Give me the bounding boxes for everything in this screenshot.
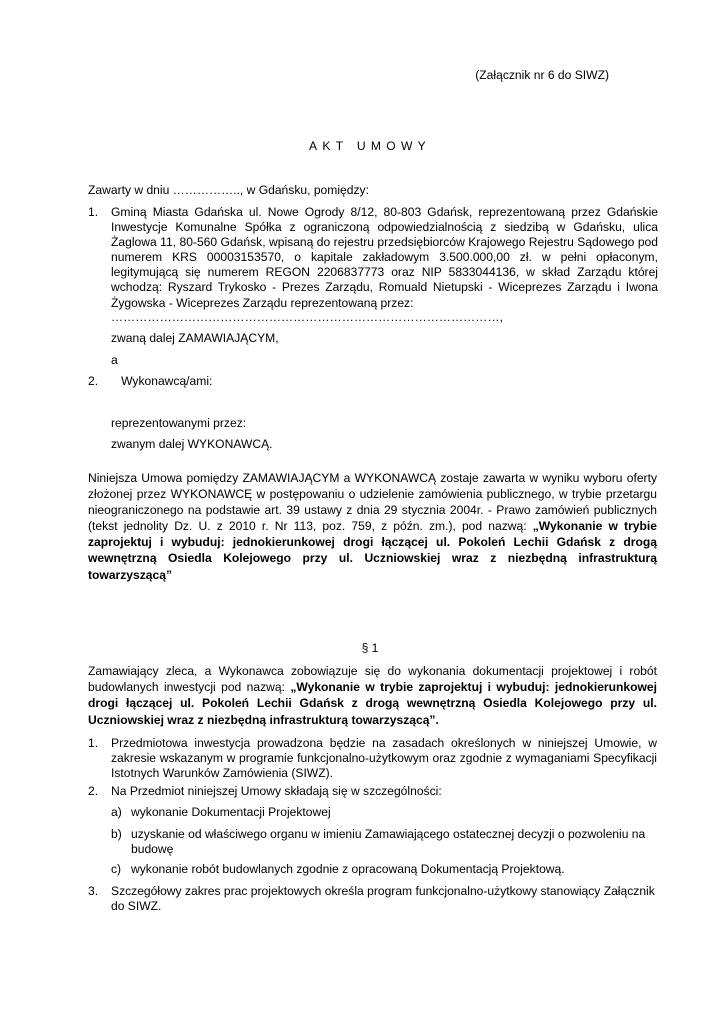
party-two-label: Wykonawcą/ami: [121,374,213,388]
sub-list-text: wykonanie Dokumentacji Projektowej [131,805,331,819]
list-item-text: Szczegółowy zakres prac projektowych określa program funkcjonalno-użytkowy stanowiący Załącznik do SIWZ. [111,884,655,914]
representative-placeholder: ……………………………………………………………………………………, [111,310,504,324]
wykonawca-designation: zwanym dalej WYKONAWCĄ. [111,437,273,451]
list-item [88,884,657,914]
attachment-note: (Załącznik nr 6 do SIWZ) [475,68,609,82]
party-one-text: Gminą Miasta Gdańska ul. Nowe Ogrody 8/12, 80-803 Gdańsk, reprezentowaną przez Gdańskie Inwestycje Komunalne Spółka z ograniczoną odpowiedzialnością z siedzibą w Gdańsku, ulica Żaglowa 11, 80-560 Gdańsk, wpisaną do rejestru przedsiębiorców Krajowego Rejestru Sądowego pod numerem KRS 00003153570, o kapitale zakładowym 3.500.000,00 zł. w pełni opłaconym, legitymującą się numerem REGON 2206837773 oraz NIP 5833044136, w skład Zarządu której wchodzą: Ryszard Trykosko - Prezes Zarządu, Romuald Nietupski - Wiceprezes Zarządu i Iwona Żygowska - Wiceprezes Zarządu reprezentowaną przez: [111,205,658,310]
party-two [88,374,212,389]
list-item-text: Na Przedmiot niniejszej Umowy składają się w szczególności: [111,784,442,798]
list-item-number: 2. [88,784,99,798]
sub-list-text: uzyskanie od właściwego organu w imieniu Zamawiającego ostatecznej decyzji o pozwoleniu na budowę [131,827,646,857]
sub-list-item [111,827,657,857]
sub-list-text: wykonanie robót budowlanych zgodnie z opracowaną Dokumentacją Projektową. [131,862,565,876]
party-two-number: 2. [88,374,99,388]
sub-list-letter: b) [111,827,122,841]
sub-list-letter: a) [111,805,122,819]
section-intro-text: Zamawiający zleca, a Wykonawca zobowiązuje się do wykonania dokumentacji projektowej i robót budowlanych inwestycji pod nazwą: [88,664,657,695]
represented-by: reprezentowanymi przez: [111,416,247,430]
section-intro-paragraph [88,663,657,728]
list-item [88,736,657,781]
preamble-paragraph [88,470,657,583]
contract-intro: Zawarty w dniu …………….., w Gdańsku, pomiędzy: [88,183,369,197]
list-item-number: 1. [88,736,99,750]
section-heading: § 1 [361,641,379,655]
party-one-number: 1. [88,205,99,219]
conjunction: a [111,353,118,367]
list-item [88,784,657,799]
sub-list-item [111,805,657,820]
preamble-text: Niniejsza Umowa pomiędzy ZAMAWIAJĄCYM a WYKONAWCĄ zostaje zawarta w wyniku wyboru oferty złożonej przez WYKONAWCĘ w postępowaniu o udzielenie zamówienia publicznego, w trybie przetargu nieograniczonego na podstawie art. 39 ustawy z dnia 29 stycznia 2004r. - Prawo zamówień publicznych (tekst jednolity Dz. U. z 2010 r. Nr 113, poz. 759, z późn. zm.), pod nazwą: [88,471,657,534]
list-item-text: Przedmiotowa inwestycja prowadzona będzie na zasadach określonych w niniejszej Umowie, w zakresie wskazanym w programie funkcjonalno-użytkowym oraz zgodnie z wymaganiami Specyfikacji Istotnych Warunków Zamówienia (SIWZ). [111,736,657,781]
sub-list-item [111,862,657,877]
list-item-number: 3. [88,884,99,898]
document-title: AKT UMOWY [308,139,432,153]
preamble-project-name: „Wykonanie w trybie zaprojektuj i wybuduj: jednokierunkowej drogi łączącej ul. Pokoleń Lechii Gdańsk z drogą wewnętrzną Osiedla Kolejowego przy ul. Uczniowskiej wraz z niezbędną infrastrukturą towarzyszącą” [88,519,657,582]
zamawiajacy-designation: zwaną dalej ZAMAWIAJĄCYM, [111,331,279,345]
section-project-name: „Wykonanie w trybie zaprojektuj i wybuduj: jednokierunkowej drogi łączącej ul. Pokoleń Lechii Gdańsk z drogą wewnętrzną Osiedla Kolejowego przy ul. Uczniowskiej wraz z niezbędną infrastrukturą towarzyszącą”. [88,680,658,727]
sub-list-letter: c) [111,862,122,876]
party-one [88,205,658,311]
